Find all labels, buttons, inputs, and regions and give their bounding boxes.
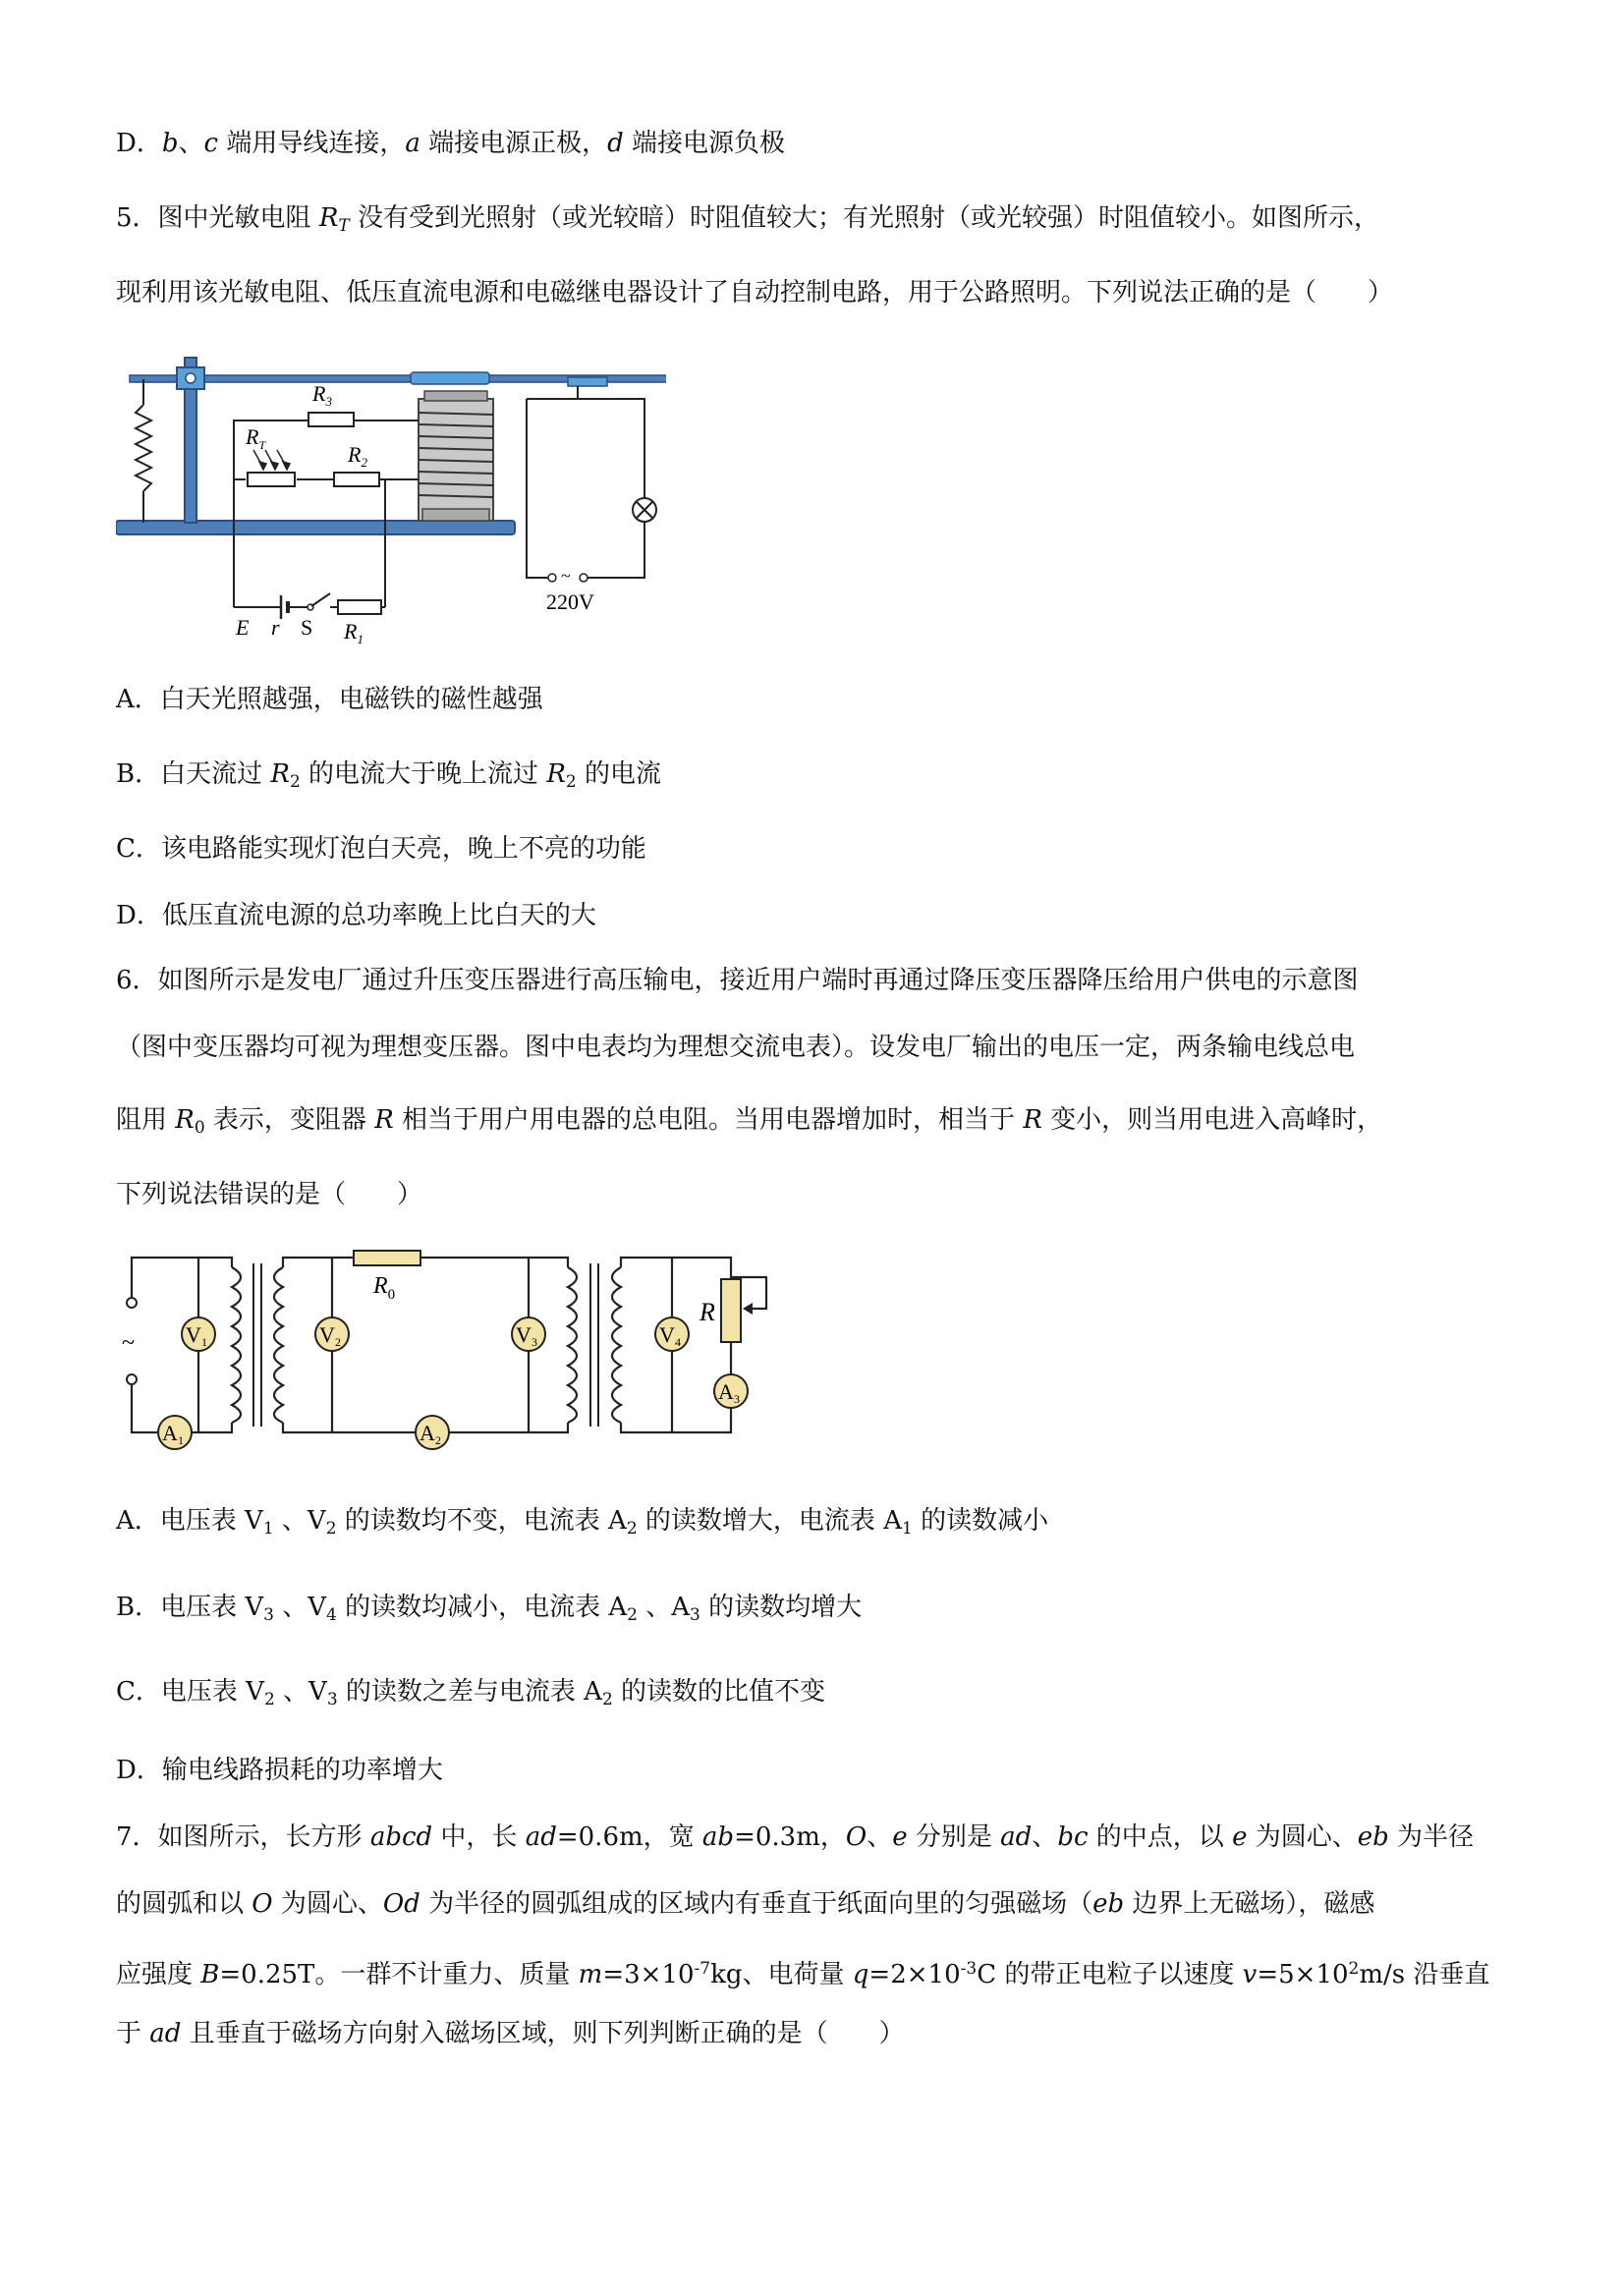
q5-option-c: C．该电路能实现灯泡白天亮，晚上不亮的功能 xyxy=(116,834,646,864)
q6-option-b: B．电压表 $V_3$ 、$V_4$ 的读数均减小，电流表 $A_2$ 、$A_3$ 的读数均增大 xyxy=(116,1593,863,1625)
q6-option-d: D．输电线路损耗的功率增大 xyxy=(116,1756,443,1785)
r-variable-label: R xyxy=(700,1298,715,1326)
meter-a1-label: A1 xyxy=(162,1421,184,1447)
r0-label: $R_0$ xyxy=(373,1273,396,1303)
r3-label: $R_3$ xyxy=(312,381,332,409)
q5-option-a: A．白天光照越强，电磁铁的磁性越强 xyxy=(116,685,543,714)
q5-stem-line-1: 5．图中光敏电阻 $R_T$ 没有受到光照射（或光较暗）时阻值较大；有光照射（或光较强）时阻值较小。如图所示， xyxy=(116,203,1380,236)
q4-option-d: D．b、c 端用导线连接，a 端接电源正极，d 端接电源负极 xyxy=(116,129,786,158)
q5-option-d: D．低压直流电源的总功率晚上比白天的大 xyxy=(116,901,596,930)
q6-stem-line-2: （图中变压器均可视为理想变压器。图中电表均为理想交流电表）。设发电厂输出的电压一定，两条输电线总电 xyxy=(116,1033,1356,1062)
meter-v3-label: V3 xyxy=(516,1322,537,1349)
emf-label: E xyxy=(236,615,250,640)
meter-v2-label: V2 xyxy=(319,1322,341,1349)
q7-stem-line-1: 7．如图所示，长方形 abcd 中，长 ad=0.6m，宽 ab=0.3m，O、e 分别是 ad、bc 的中点，以 e 为圆心、eb 为半径 xyxy=(116,1822,1475,1852)
q6-transmission-circuit-figure xyxy=(116,1240,784,1466)
meter-v1-label: V1 xyxy=(186,1322,207,1349)
switch-label: S xyxy=(301,615,313,640)
q5-relay-circuit-figure xyxy=(116,342,666,646)
q7-stem-line-2: 的圆弧和以 O 为圆心、Od 为半径的圆弧组成的区域内有垂直于纸面向里的匀强磁场（eb 边界上无磁场），磁感 xyxy=(116,1889,1375,1919)
rt-label: $R_T$ xyxy=(246,424,266,452)
q7-stem-line-4: 于 ad 且垂直于磁场方向射入磁场区域，则下列判断正确的是（ ） xyxy=(116,2019,905,2048)
q6-stem-line-4: 下列说法错误的是（ ） xyxy=(116,1180,423,1209)
internal-r-label: r xyxy=(271,615,280,640)
q6-stem-line-3: 阻用 $R_0$ 表示，变阻器 R 相当于用户用电器的总电阻。当用电器增加时，相当于 R 变小，则当用电进入高峰时， xyxy=(116,1105,1383,1138)
meter-a3-label: A3 xyxy=(718,1379,740,1406)
q6-option-a: A．电压表 $V_1$ 、$V_2$ 的读数均不变，电流表 $A_2$ 的读数增大，电流表 $A_1$ 的读数减小 xyxy=(116,1506,1049,1539)
meter-v4-label: V4 xyxy=(659,1322,681,1349)
voltage-220-label: 220V xyxy=(546,589,594,614)
q5-option-b: B．白天流过 $R_2$ 的电流大于晚上流过 $R_2$ 的电流 xyxy=(116,759,661,792)
ac-tilde-label: ~ xyxy=(561,566,571,586)
r1-label: $R_1$ xyxy=(344,619,364,646)
q5-stem-line-2: 现利用该光敏电阻、低压直流电源和电磁继电器设计了自动控制电路，用于公路照明。下列说法正确的是（ ） xyxy=(116,278,1394,308)
r2-label: $R_2$ xyxy=(348,442,367,470)
q6-option-c: C．电压表 $V_2$ 、$V_3$ 的读数之差与电流表 $A_2$ 的读数的比值不变 xyxy=(116,1677,826,1709)
meter-a2-label: A2 xyxy=(420,1421,441,1447)
ac-source-tilde: ~ xyxy=(122,1330,135,1356)
q6-stem-line-1: 6．如图所示是发电厂通过升压变压器进行高压输电，接近用户端时再通过降压变压器降压给用户供电的示意图 xyxy=(116,966,1359,995)
q7-stem-line-3: 应强度 B=0.25T。一群不计重力、质量 $m=3\times 10^{-7}kg$、电荷量 $q=2\times 10^{-3}C$ 的带正电粒子以速度 $v=5\times 10^2m/s$ 沿垂直 xyxy=(116,1959,1490,1989)
